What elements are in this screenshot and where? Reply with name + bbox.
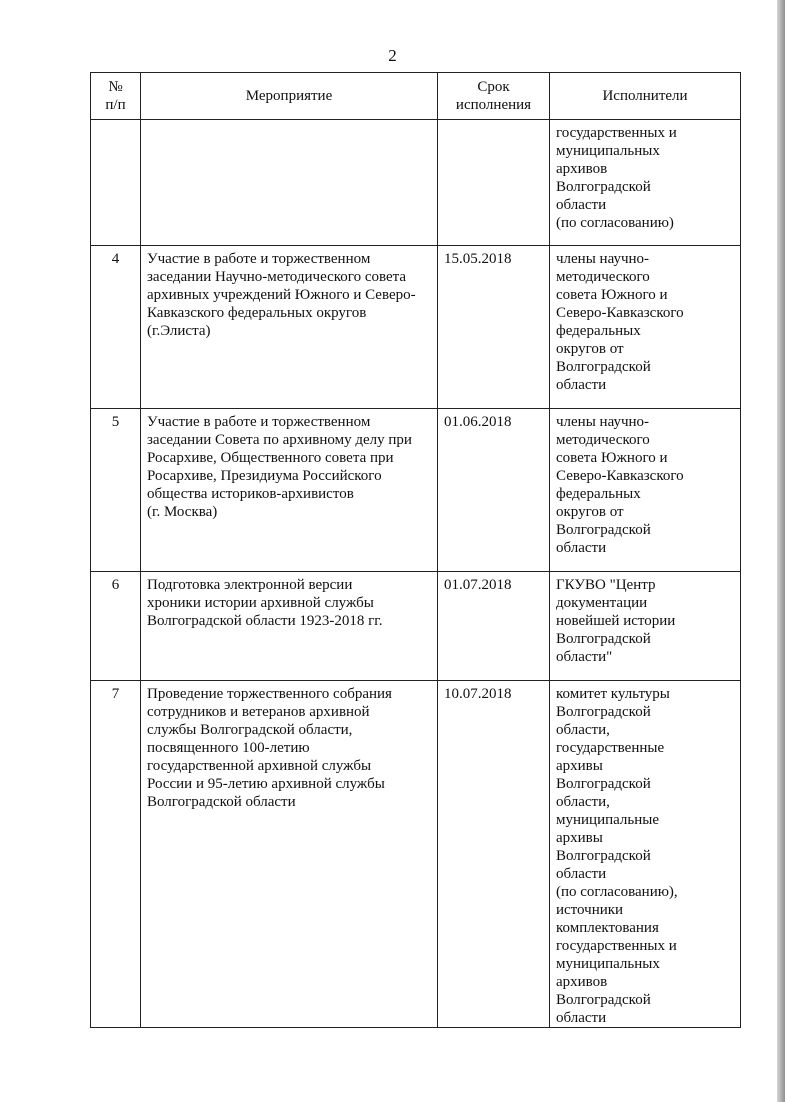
row-event: Подготовка электронной версии хроники истории архивной службы Волгоградской области 1923-2018 гг. (141, 572, 438, 681)
table-row (91, 681, 741, 1028)
row-executors: члены научно- методического совета Южного и Северо-Кавказского федеральных округов от Волгоградской области (550, 246, 741, 409)
row-deadline: 15.05.2018 (438, 246, 550, 409)
table-row (91, 409, 741, 572)
row-deadline: 10.07.2018 (438, 681, 550, 1028)
row-executors: комитет культуры Волгоградской области, государственные архивы Волгоградской области, муниципальные архивы Волгоградской области (по согласованию), источники комплектования государственных и муниципальных архивов Волгоградской области (550, 681, 741, 1028)
table-row (91, 246, 741, 409)
row-event: Участие в работе и торжественном заседании Научно-методического совета архивных учреждений Южного и Северо- Кавказского федеральных округов (г.Элиста) (141, 246, 438, 409)
row-executors: члены научно- методического совета Южного и Северо-Кавказского федеральных округов от Волгоградской области (550, 409, 741, 572)
row-executors: ГКУВО "Центр документации новейшей истории Волгоградской области" (550, 572, 741, 681)
row-executors: государственных и муниципальных архивов Волгоградской области (по согласованию) (550, 120, 741, 246)
row-number: 5 (91, 409, 141, 572)
header-executors: Исполнители (550, 73, 741, 120)
row-deadline: 01.07.2018 (438, 572, 550, 681)
row-event: Участие в работе и торжественном заседании Совета по архивному делу при Росархиве, Общественного совета при Росархиве, Президиума Российского общества историков-архивистов (г. Москва) (141, 409, 438, 572)
table-row (91, 120, 741, 246)
table-row (91, 572, 741, 681)
row-number: 4 (91, 246, 141, 409)
row-number: 7 (91, 681, 141, 1028)
row-number: 6 (91, 572, 141, 681)
table-header-row (91, 73, 741, 120)
row-event: Проведение торжественного собрания сотрудников и ветеранов архивной службы Волгоградской области, посвященного 100-летию государственной архивной службы России и 95-летию архивной службы Волгоградской области (141, 681, 438, 1028)
header-event: Мероприятие (141, 73, 438, 120)
row-number (91, 120, 141, 246)
scan-edge-shadow (777, 0, 785, 1102)
row-deadline: 01.06.2018 (438, 409, 550, 572)
page-number: 2 (388, 46, 397, 65)
row-event (141, 120, 438, 246)
events-table (90, 72, 741, 1028)
header-deadline: Срок исполнения (438, 73, 550, 120)
row-deadline (438, 120, 550, 246)
header-number: № п/п (91, 73, 141, 120)
